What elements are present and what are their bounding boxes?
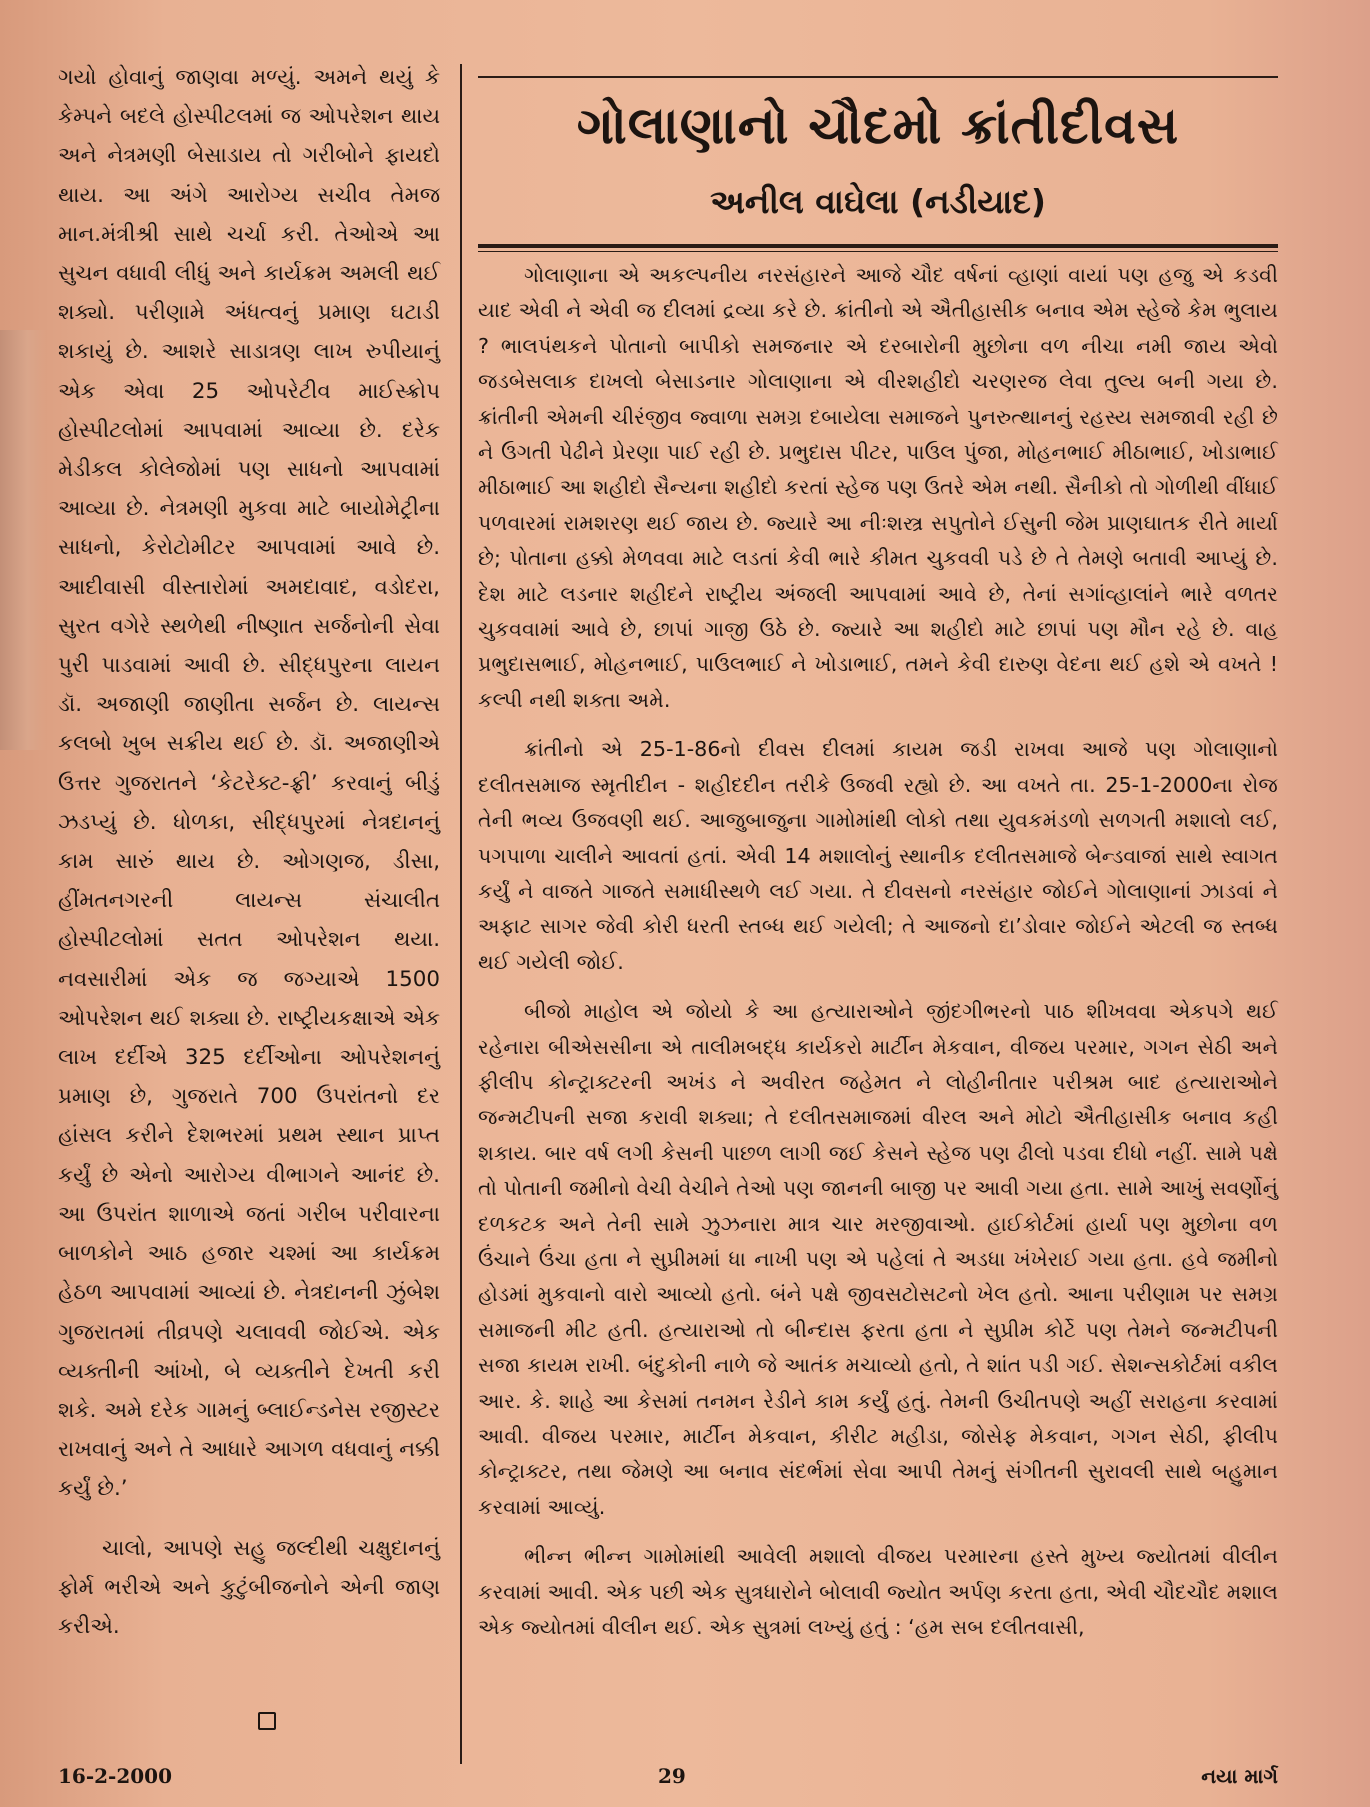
issue-date: 16-2-2000	[58, 1764, 173, 1788]
previous-article-column	[58, 58, 440, 1646]
page-number: 29	[658, 1764, 686, 1788]
article-paragraph: ગોલાણાના એ અકલ્પનીય નરસંહારને આજે ચૌદ વર્ષનાં વ્હાણાં વાયાં પણ હજુ એ કડવી યાદ એવી ને એવી જ દીલમાં દ્રવ્યા કરે છે. ક્રાંતીનો એ ઐતીહાસીક બનાવ એમ સ્હેજે કેમ ભુલાય ? ભાલપંથકને પોતાનો બાપીકો સમજનાર એ દરબારોની મુછોના વળ નીચા નમી જાય એવો જડબેસલાક દાખલો બેસાડનાર ગોલાણાના એ વીરશહીદો ચરણરજ લેવા તુલ્ય બની ગયા છે. ક્રાંતીની એમની ચીરંજીવ જ્વાળા સમગ્ર દબાયેલા સમાજને પુનરુત્થાનનું રહસ્ય સમજાવી રહી છે ને ઉગતી પેઢીને પ્રેરણા પાઈ રહી છે. પ્રભુદાસ પીટર, પાઉલ પુંજા, મોહનભાઈ મીઠાભાઈ, ખોડાભાઈ મીઠાભાઈ આ શહીદો સૈન્યના શહીદો કરતાં સ્હેજ પણ ઉતરે એમ નથી. સૈનીકો તો ગોળીથી વીંધાઈ પળવારમાં રામશરણ થઈ જાય છે. જ્યારે આ નીઃશસ્ત્ર સપુતોને ઈસુની જેમ પ્રાણઘાતક રીતે માર્યા છે; પોતાના હક્કો મેળવવા માટે લડતાં કેવી ભારે કીમત ચુકવવી પડે છે તે તેમણે બતાવી આપ્યું છે. દેશ માટે લડનાર શહીદને રાષ્ટ્રીય અંજલી આપવામાં આવે છે, તેનાં સગાંવ્હાલાંને ભારે વળતર ચુકવવામાં આવે છે, છાપાં ગાજી ઉઠે છે. જ્યારે આ શહીદો માટે છાપાં પણ મૌન રહે છે. વાહ પ્રભુદાસભાઈ, મોહનભાઈ, પાઉલભાઈ ને ખોડાભાઈ, તમને કેવી દારુણ વેદના થઈ હશે એ વખતે ! કલ્પી નથી શક્તા અમે.	[478, 263, 1278, 712]
article-paragraph: બીજો માહોલ એ જોયો કે આ હત્યારાઓને જીંદગીભરનો પાઠ શીખવવા એકપગે થઈ રહેનારા બીએસસીના એ તાલીમબદ્ધ કાર્યકરો માર્ટીન મેકવાન, વીજય પરમાર, ગગન સેઠી અને ફીલીપ કોન્ટ્રાક્ટરની અખંડ ને અવીરત જહેમત ને લોહીનીતાર પરીશ્રમ બાદ હત્યારાઓને જન્મટીપની સજા કરાવી શક્યા; તે દલીતસમાજમાં વીરલ અને મોટો ઐતીહાસીક બનાવ કહી શકાય. બાર વર્ષ લગી કેસની પાછળ લાગી જઈ કેસને સ્હેજ પણ ઢીલો પડવા દીધો નહીં. સામે પક્ષે તો પોતાની જમીનો વેચી વેચીને તેઓ પણ જાનની બાજી પર આવી ગયા હતા. સામે આખું સવર્ણોનું દળકટક અને તેની સામે ઝુઝનારા માત્ર ચાર મરજીવાઓ. હાઈકોર્ટમાં હાર્યા પણ મુછોના વળ ઉંચાને ઉંચા હતા ને સુપ્રીમમાં ધા નાખી પણ એ પહેલાં તે અડધા ખંખેરાઈ ગયા હતા. હવે જમીનો હોડમાં મુકવાનો વારો આવ્યો હતો. બંને પક્ષે જીવસટોસટનો ખેલ હતો. આના પરીણામ પર સમગ્ર સમાજની મીટ હતી. હત્યારાઓ તો બીન્દાસ ફરતા હતા ને સુપ્રીમ કોર્ટે પણ તેમને જન્મટીપની સજા કાયમ રાખી. બંદુકોની નાળે જે આતંક મચાવ્યો હતો, તે શાંત પડી ગઈ. સેશન્સકોર્ટમાં વકીલ આર. કે. શાહે આ કેસમાં તનમન રેડીને કામ કર્યું હતું. તેમની ઉચીતપણે અહીં સરાહના કરવામાં આવી. વીજય પરમાર, માર્ટીન મેકવાન, કીરીટ મહીડા, જોસેફ મેકવાન, ગગન સેઠી, ફીલીપ કોન્ટ્રાક્ટર, તથા જેમણે આ બનાવ સંદર્ભમાં સેવા આપી તેમનું સંગીતની સુરાવલી સાથે બહુમાન કરવામાં આવ્યું.	[478, 999, 1278, 1519]
article-paragraph: ભીન્ન ભીન્ન ગામોમાંથી આવેલી મશાલો વીજય પરમારના હસ્તે મુખ્ય જ્યોતમાં વીલીન કરવામાં આવી. એક પછી એક સુત્રધારોને બોલાવી જ્યોત અર્પણ કરતા હતા, એવી ચૌદચૌદ મશાલ એક જ્યોતમાં વીલીન થઈ. એક સુત્રમાં લખ્યું હતું : ‘હમ સબ દલીતવાસી,	[478, 1544, 1278, 1640]
title-bottom-thin-rule	[478, 251, 1278, 252]
title-top-rule	[478, 76, 1278, 78]
magazine-name: નયા માર્ગ	[1201, 1764, 1278, 1788]
article-body	[478, 258, 1278, 1645]
page-footer	[58, 1764, 1278, 1794]
article-paragraph: ક્રાંતીનો એ 25-1-86નો દીવસ દીલમાં કાયમ જડી રાખવા આજે પણ ગોલાણાનો દલીતસમાજ સ્મૃતીદીન - શહીદદીન તરીકે ઉજવી રહ્યો છે. આ વખતે તા. 25-1-2000ના રોજ તેની ભવ્ય ઉજવણી થઈ. આજુબાજુના ગામોમાંથી લોકો તથા યુવકમંડળો સળગતી મશાલો લઈ, પગપાળા ચાલીને આવતાં હતાં. એવી 14 મશાલોનું સ્થાનીક દલીતસમાજે બેન્ડવાજાં સાથે સ્વાગત કર્યું ને વાજતે ગાજતે સમાધીસ્થળે લઈ ગયા. તે દીવસનો નરસંહાર જોઈને ગોલાણાનાં ઝાડવાં ને અફાટ સાગર જેવી કોરી ધરતી સ્તબ્ધ થઈ ગયેલી; તે આજનો દા’ડોવાર જોઈને એટલી જ સ્તબ્ધ થઈ ગયેલી જોઈ.	[478, 737, 1278, 974]
previous-article-paragraph-1: ગયો હોવાનું જાણવા મળ્યું. અમને થયું કે કેમ્પને બદલે હોસ્પીટલમાં જ ઓપરેશન થાય અને નેત્રમણી બેસાડાય તો ગરીબોને ફાયદો થાય. આ અંગે આરોગ્ય સચીવ તેમજ માન.મંત્રીશ્રી સાથે ચર્ચા કરી. તેઓએ આ સુચન વધાવી લીધું અને કાર્યક્રમ અમલી થઈ શક્યો. પરીણામે અંધત્વનું પ્રમાણ ઘટાડી શકાયું છે. આશરે સાડાત્રણ લાખ રુપીયાનું એક એવા 25 ઓપરેટીવ માઈસ્ક્રોપ હોસ્પીટલોમાં આપવામાં આવ્યા છે. દરેક મેડીકલ કોલેજોમાં પણ સાધનો આપવામાં આવ્યા છે. નેત્રમણી મુકવા માટે બાયોમેટ્રીના સાધનો, કેરોટોમીટર આપવામાં આવે છે. આદીવાસી વીસ્તારોમાં અમદાવાદ, વડોદરા, સુરત વગેરે સ્થળેથી નીષ્ણાત સર્જનોની સેવા પુરી પાડવામાં આવી છે. સીદ્ધપુરના લાયન ડૉ. અજાણી જાણીતા સર્જન છે. લાયન્સ કલબો ખુબ સક્રીય થઈ છે. ડૉ. અજાણીએ ઉત્તર ગુજરાતને ‘કેટરેક્ટ-ફ્રી’ કરવાનું બીડું ઝડપ્યું છે. ધોળકા, સીદ્ધપુરમાં નેત્રદાનનું કામ સારું થાય છે. ઓગણજ, ડીસા, હીંમતનગરની લાયન્સ સંચાલીત હોસ્પીટલોમાં સતત ઓપરેશન થયા. નવસારીમાં એક જ જગ્યાએ 1500 ઓપરેશન થઈ શક્યા છે. રાષ્ટ્રીયકક્ષાએ એક લાખ દર્દીએ 325 દર્દીઓના ઓપરેશનનું પ્રમાણ છે, ગુજરાતે 700 ઉપરાંતનો દર હાંસલ કરીને દેશભરમાં પ્રથમ સ્થાન પ્રાપ્ત કર્યું છે એનો આરોગ્ય વીભાગને આનંદ છે. આ ઉપરાંત શાળાએ જતાં ગરીબ પરીવારના બાળકોને આઠ હજાર ચશ્માં આ કાર્યક્રમ હેઠળ આપવામાં આવ્યાં છે. નેત્રદાનની ઝુંબેશ ગુજરાતમાં તીવ્રપણે ચલાવવી જોઈએ. એક વ્યક્તીની આંખો, બે વ્યક્તીને દેખતી કરી શકે. અમે દરેક ગામનું બ્લાઈન્ડનેસ રજીસ્ટર રાખવાનું અને તે આધારે આગળ વધવાનું નક્કી કર્યું છે.’	[58, 65, 440, 1502]
previous-article-paragraph-2: ચાલો, આપણે સહુ જલ્દીથી ચક્ષુદાનનું ફોર્મ ભરીએ અને કુટુંબીજનોને એની જાણ કરીએ.	[58, 1535, 440, 1639]
article-author: અનીલ વાઘેલા (નડીયાદ)	[710, 182, 1046, 221]
end-of-article-icon	[258, 1712, 276, 1730]
column-divider	[460, 64, 462, 1764]
page-tear	[0, 330, 46, 750]
article-column	[478, 70, 1278, 1659]
title-bottom-rule	[478, 244, 1278, 248]
article-title: ગોલાણાનો ચૌદમો ક્રાંતીદીવસ	[576, 97, 1180, 156]
